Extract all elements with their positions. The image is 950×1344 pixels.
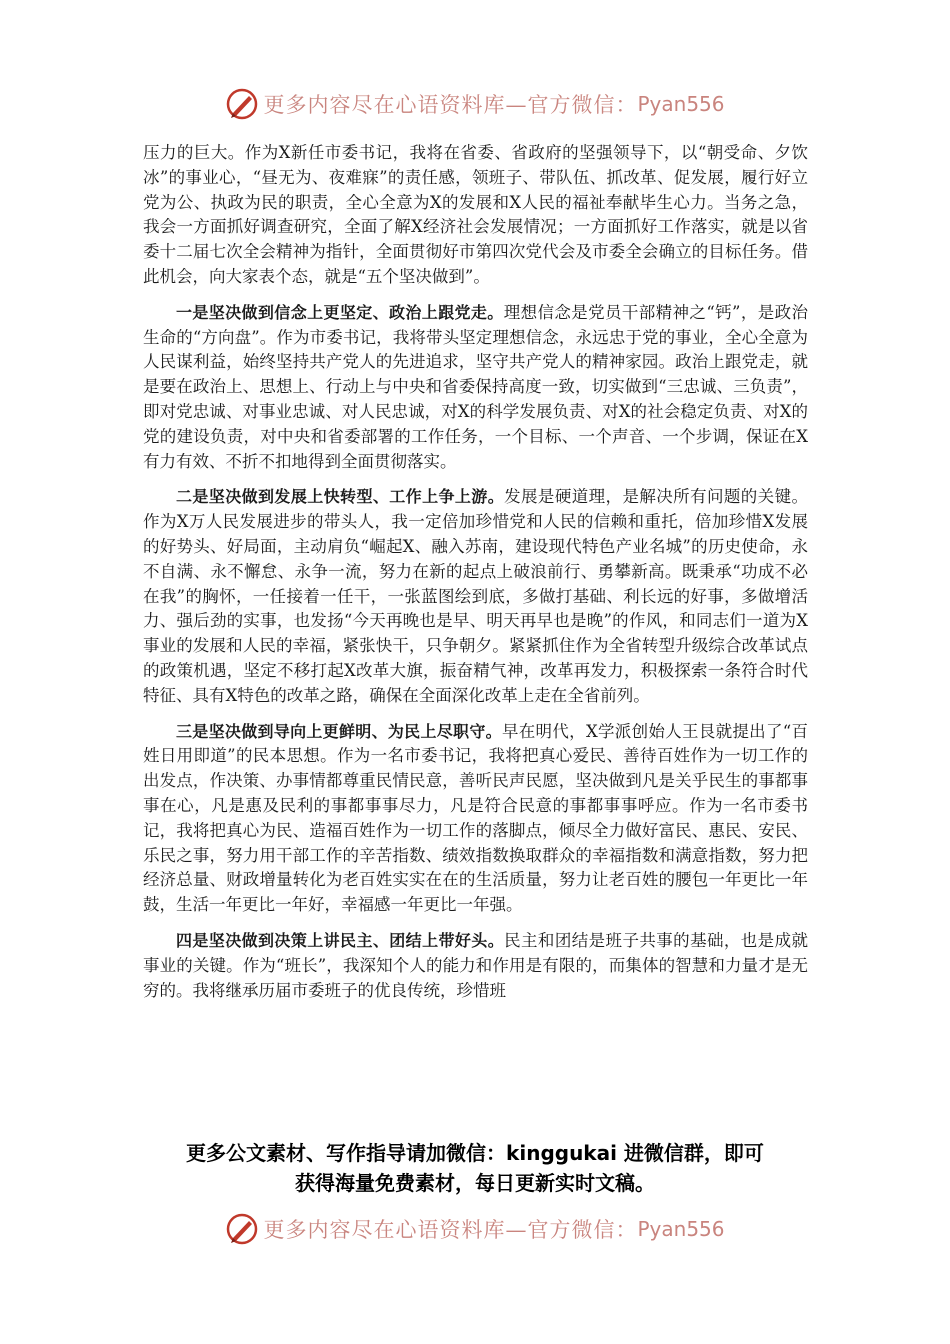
watermark-text: 更多内容尽在心语资料库—官方微信： [263,93,638,117]
promo-line-2: 获得海量免费素材，每日更新实时文稿。 [295,1171,655,1195]
paragraph-text: 理想信念是党员干部精神之“钙”，是政治生命的“方向盘”。作为市委书记，我将带头坚定理想信念，永远忠于党的事业，全心全意为人民谋利益，始终坚持共产党人的先进追求，坚守共产党人的精神家园。政治上跟党走，就是要在政治上、思想上、行动上与中央和省委保持高度一致，切实做到“三忠诚、三负责”，即对党忠诚、对事业忠诚、对人民忠诚，对X的科学发展负责、对X的社会稳定负责、对X的党的建设负责，对中央和省委部署的工作任务，一个目标、一个声音、一个步调，保证在X有力有效、不折不扣地得到全面贯彻落实。 [143,302,808,471]
promo-banner [120,1138,830,1198]
watermark-text: 更多内容尽在心语资料库—官方微信： [263,1218,638,1242]
paragraph-lead: 一是坚决做到信念上更坚定、政治上跟党走。 [176,302,504,322]
paragraph [143,929,808,1003]
paragraph [143,720,808,918]
paragraph-lead: 三是坚决做到导向上更鲜明、为民上尽职守。 [176,721,502,741]
paragraph [143,141,808,290]
paragraph-lead: 二是坚决做到发展上快转型、工作上争上游。 [176,487,505,507]
paragraph-text: 早在明代，X学派创始人王艮就提出了“百姓日用即道”的民本思想。作为一名市委书记，我将把真心爱民、善待百姓作为一切工作的出发点，作决策、办事情都尊重民情民意，善听民声民愿，坚决做到凡是关乎民生的事都事事在心，凡是惠及民利的事都事事尽力，凡是符合民意的事都事事呼应。作为一名市委书记，我将把真心为民、造福百姓作为一切工作的落脚点，倾尽全力做好富民、惠民、安民、乐民之事，努力用干部工作的辛苦指数、绩效指数换取群众的幸福指数和满意指数，努力把经济总量、财政增量转化为老百姓实实在在的生活质量，努力让老百姓的腰包一年更比一年鼓，生活一年更比一年好，幸福感一年更比一年强。 [143,721,808,915]
watermark-footer [0,1209,950,1249]
pen-logo-icon [225,87,259,121]
paragraph-lead: 四是坚决做到决策上讲民主、团结上带好头。 [176,930,505,950]
promo-line-1: 更多公文素材、写作指导请加微信：kinggukai 进微信群，即可 [186,1141,764,1165]
paragraph [143,485,808,708]
paragraph-text: 发展是硬道理，是解决所有问题的关键。作为X万人民发展进步的带头人，我一定倍加珍惜党和人民的信赖和重托，倍加珍惜X发展的好势头、好局面，主动肩负“崛起X、融入苏南，建设现代特色产业名城”的历史使命，永不自满、永不懈怠、永争一流，努力在新的起点上破浪前行、勇攀新高。既秉承“功成不必在我”的胸怀，一任接着一任干，一张蓝图绘到底，多做打基础、利长远的好事，多做增活力、强后劲的实事，也发扬“今天再晚也是早、明天再早也是晚”的作风，和同志们一道为X事业的发展和人民的幸福，紧张快干，只争朝夕。紧紧抓住作为全省转型升级综合改革试点的政策机遇，坚定不移打起X改革大旗，振奋精气神，改革再发力，积极探索一条符合时代特征、具有X特色的改革之路，确保在全面深化改革上走在全省前列。 [143,487,808,705]
paragraph-text: 民主和团结是班子共事的基础，也是成就事业的关键。作为“班长”，我深知个人的能力和作用是有限的，而集体的智慧和力量才是无穷的。我将继承历届市委班子的优良传统，珍惜班 [143,930,808,1000]
watermark-id: Pyan556 [637,1217,725,1241]
paragraph [143,301,808,475]
watermark-id: Pyan556 [637,92,725,116]
document-body [143,141,808,1014]
watermark-header [0,84,950,124]
paragraph-text: 压力的巨大。作为X新任市委书记，我将在省委、省政府的坚强领导下，以“朝受命、夕饮冰”的事业心，“昼无为、夜难寐”的责任感，领班子、带队伍、抓改革、促发展，履行好立党为公、执政为民的职责，全心全意为X的发展和X人民的福祉奉献毕生心力。当务之急，我会一方面抓好调查研究，全面了解X经济社会发展情况；一方面抓好工作落实，就是以省委十二届七次全会精神为指针，全面贯彻好市第四次党代会及市委全会确立的目标任务。借此机会，向大家表个态，就是“五个坚决做到”。 [143,143,808,286]
pen-logo-icon [225,1212,259,1246]
